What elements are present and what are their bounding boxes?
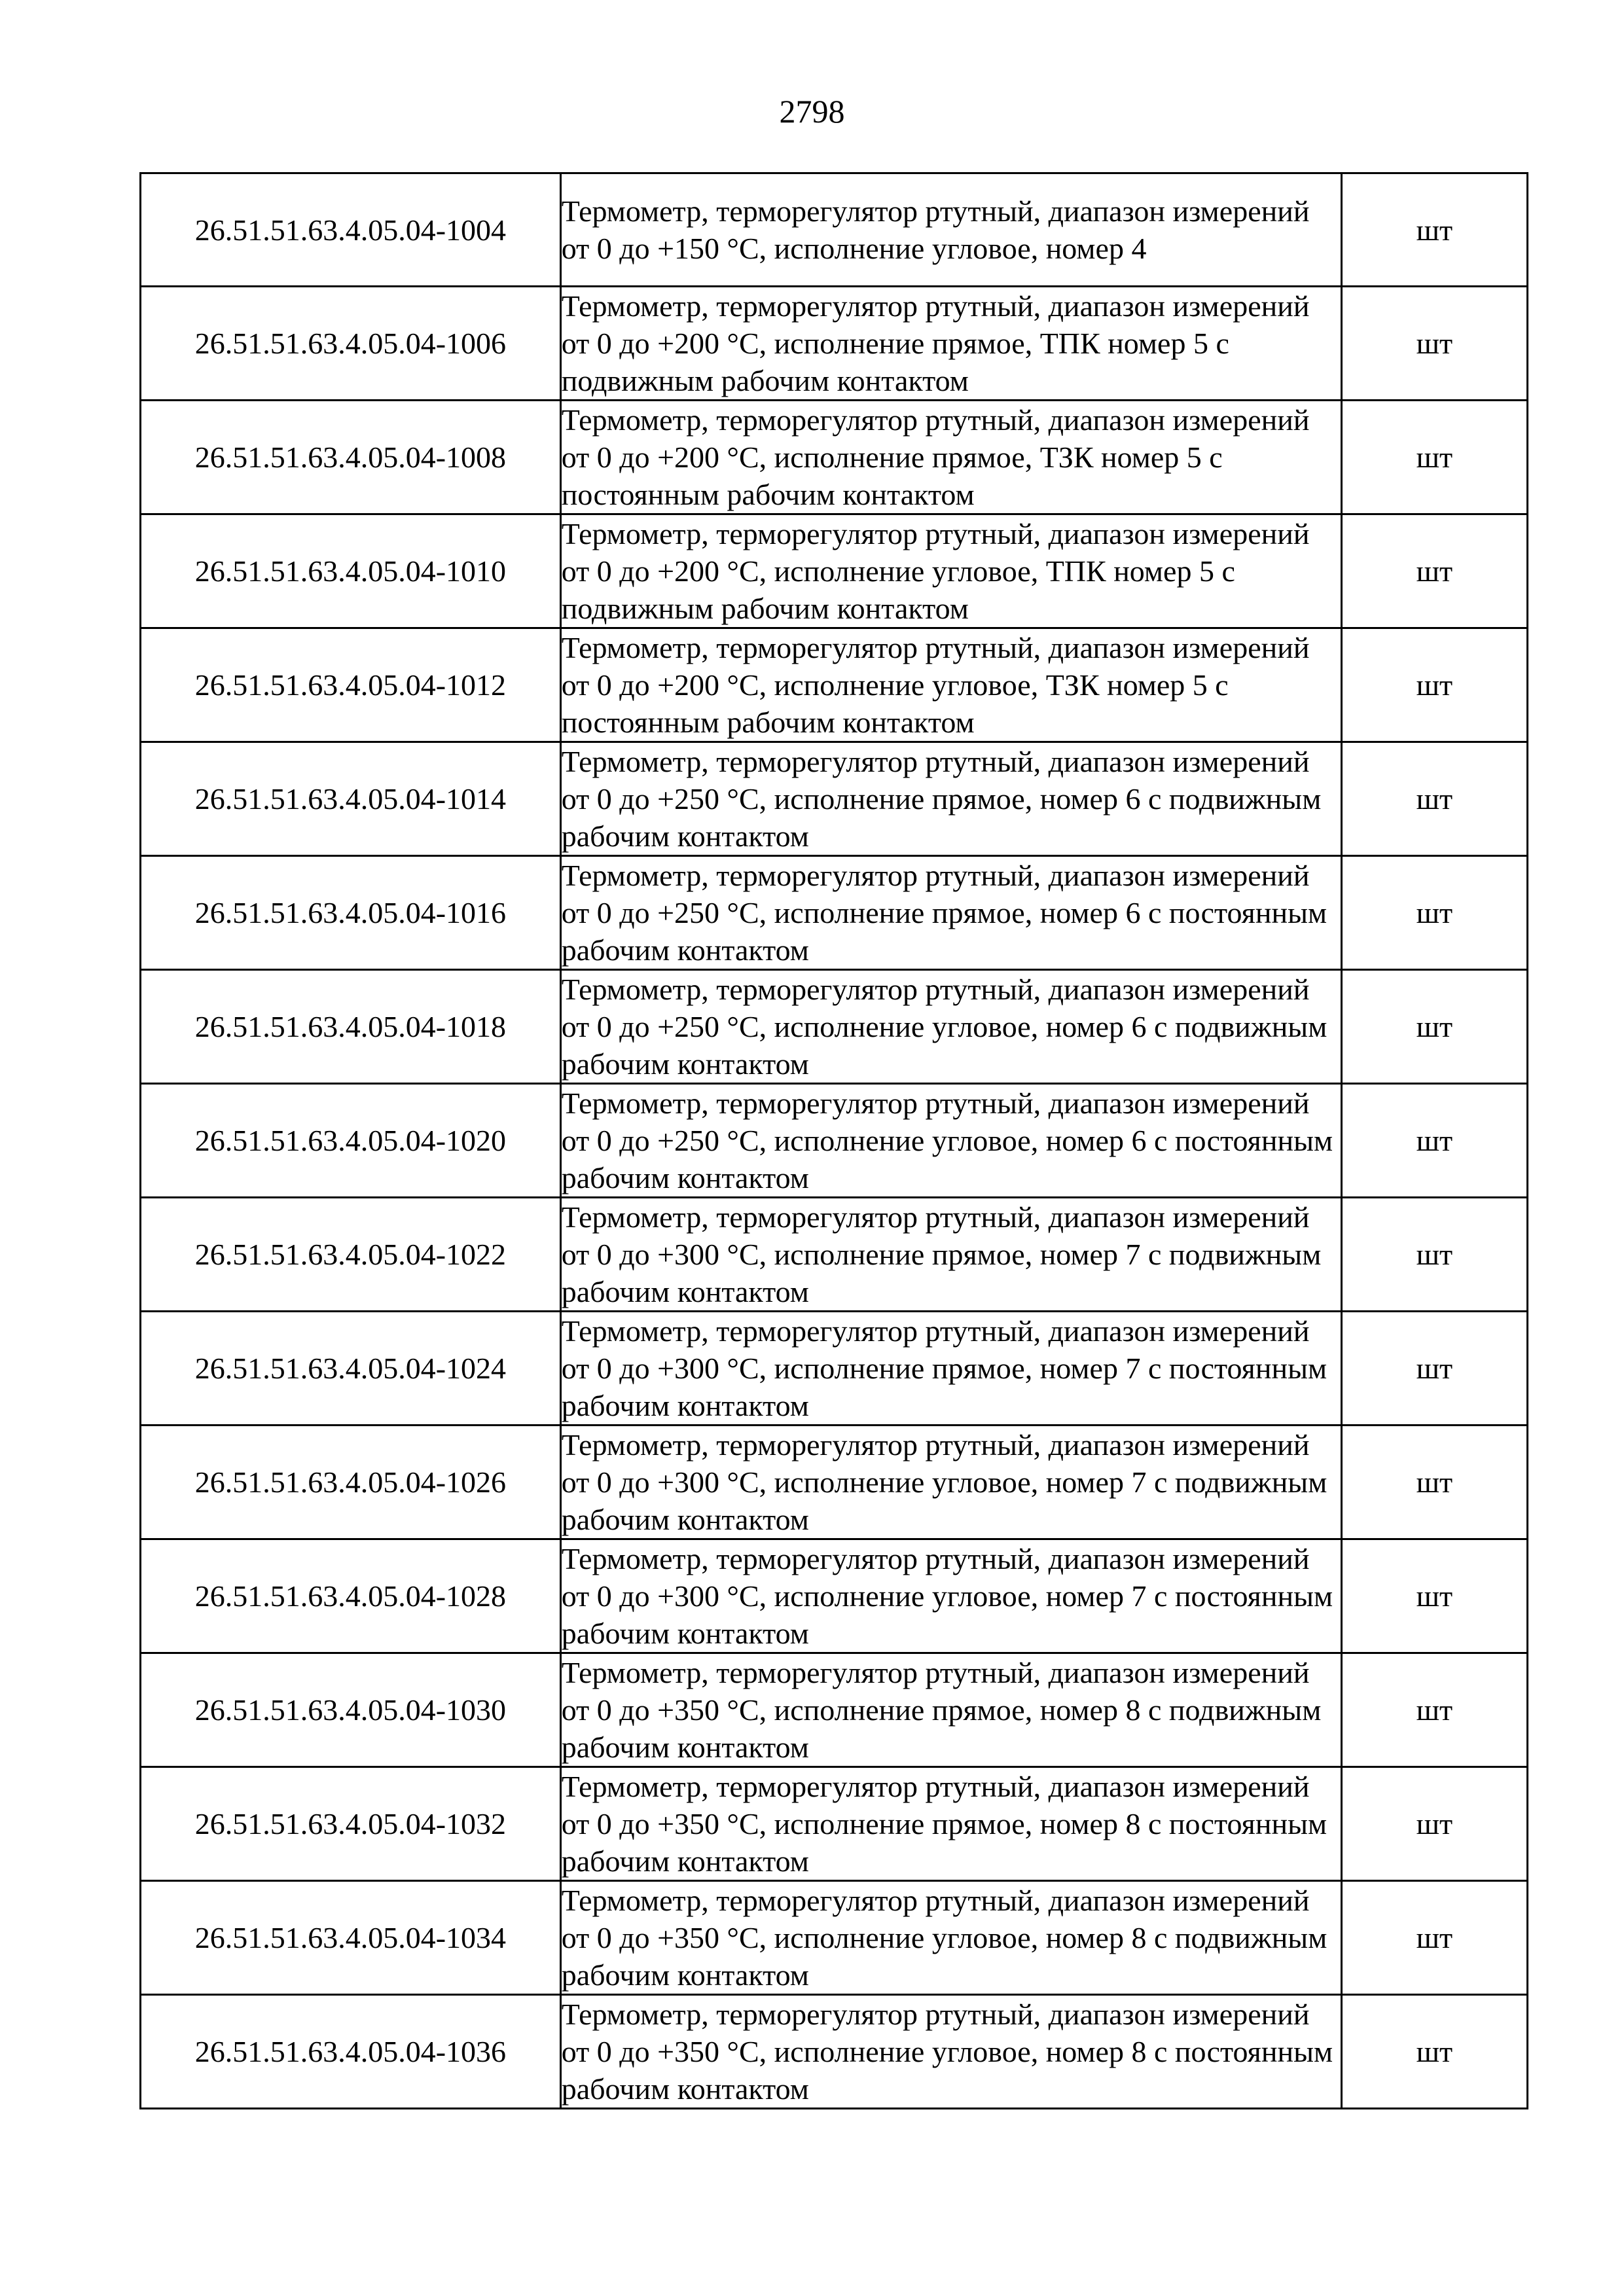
- resource-description: Термометр, терморегулятор ртутный, диапазон измерений от 0 до +350 °С, исполнение прямое, номер 8 с постоянным рабочим контактом: [560, 1767, 1341, 1881]
- resource-code: 26.51.51.63.4.05.04-1030: [141, 1653, 561, 1767]
- resource-code: 26.51.51.63.4.05.04-1010: [141, 514, 561, 628]
- resource-code: 26.51.51.63.4.05.04-1024: [141, 1312, 561, 1426]
- table-row: [141, 742, 1528, 856]
- table-row: [141, 1653, 1528, 1767]
- unit-of-measure: шт: [1341, 401, 1527, 514]
- resource-code: 26.51.51.63.4.05.04-1014: [141, 742, 561, 856]
- unit-of-measure: шт: [1341, 514, 1527, 628]
- table-row: [141, 856, 1528, 970]
- resource-description: Термометр, терморегулятор ртутный, диапазон измерений от 0 до +200 °С, исполнение прямое, ТЗК номер 5 с постоянным рабочим контактом: [560, 401, 1341, 514]
- table-row: [141, 1881, 1528, 1995]
- resource-description: Термометр, терморегулятор ртутный, диапазон измерений от 0 до +150 °С, исполнение угловое, номер 4: [560, 173, 1341, 287]
- table-row: [141, 401, 1528, 514]
- unit-of-measure: шт: [1341, 856, 1527, 970]
- table-row: [141, 1767, 1528, 1881]
- page-number: 2798: [779, 93, 845, 130]
- resource-code: 26.51.51.63.4.05.04-1022: [141, 1198, 561, 1312]
- resource-code: 26.51.51.63.4.05.04-1018: [141, 970, 561, 1084]
- resource-description: Термометр, терморегулятор ртутный, диапазон измерений от 0 до +350 °С, исполнение угловое, номер 8 с подвижным рабочим контактом: [560, 1881, 1341, 1995]
- resource-description: Термометр, терморегулятор ртутный, диапазон измерений от 0 до +300 °С, исполнение прямое, номер 7 с постоянным рабочим контактом: [560, 1312, 1341, 1426]
- resource-code: 26.51.51.63.4.05.04-1034: [141, 1881, 561, 1995]
- table-row: [141, 970, 1528, 1084]
- unit-of-measure: шт: [1341, 1426, 1527, 1539]
- resource-code: 26.51.51.63.4.05.04-1004: [141, 173, 561, 287]
- resource-description: Термометр, терморегулятор ртутный, диапазон измерений от 0 до +250 °С, исполнение угловое, номер 6 с постоянным рабочим контактом: [560, 1084, 1341, 1198]
- resource-description: Термометр, терморегулятор ртутный, диапазон измерений от 0 до +300 °С, исполнение угловое, номер 7 с подвижным рабочим контактом: [560, 1426, 1341, 1539]
- unit-of-measure: шт: [1341, 1653, 1527, 1767]
- resource-description: Термометр, терморегулятор ртутный, диапазон измерений от 0 до +300 °С, исполнение угловое, номер 7 с постоянным рабочим контактом: [560, 1539, 1341, 1653]
- table-row: [141, 173, 1528, 287]
- table-row: [141, 1995, 1528, 2109]
- table-row: [141, 1198, 1528, 1312]
- unit-of-measure: шт: [1341, 628, 1527, 742]
- resource-code: 26.51.51.63.4.05.04-1028: [141, 1539, 561, 1653]
- unit-of-measure: шт: [1341, 173, 1527, 287]
- catalog-table-body: [141, 173, 1528, 2109]
- unit-of-measure: шт: [1341, 970, 1527, 1084]
- table-row: [141, 1312, 1528, 1426]
- resource-code: 26.51.51.63.4.05.04-1006: [141, 287, 561, 401]
- unit-of-measure: шт: [1341, 287, 1527, 401]
- resource-code: 26.51.51.63.4.05.04-1032: [141, 1767, 561, 1881]
- table-row: [141, 1084, 1528, 1198]
- table-row: [141, 514, 1528, 628]
- unit-of-measure: шт: [1341, 1539, 1527, 1653]
- resource-description: Термометр, терморегулятор ртутный, диапазон измерений от 0 до +350 °С, исполнение прямое, номер 8 с подвижным рабочим контактом: [560, 1653, 1341, 1767]
- resource-description: Термометр, терморегулятор ртутный, диапазон измерений от 0 до +250 °С, исполнение угловое, номер 6 с подвижным рабочим контактом: [560, 970, 1341, 1084]
- resource-code: 26.51.51.63.4.05.04-1020: [141, 1084, 561, 1198]
- unit-of-measure: шт: [1341, 1995, 1527, 2109]
- unit-of-measure: шт: [1341, 1767, 1527, 1881]
- unit-of-measure: шт: [1341, 1084, 1527, 1198]
- table-row: [141, 287, 1528, 401]
- unit-of-measure: шт: [1341, 1881, 1527, 1995]
- table-row: [141, 628, 1528, 742]
- table-row: [141, 1426, 1528, 1539]
- resource-code: 26.51.51.63.4.05.04-1036: [141, 1995, 561, 2109]
- resource-description: Термометр, терморегулятор ртутный, диапазон измерений от 0 до +300 °С, исполнение прямое, номер 7 с подвижным рабочим контактом: [560, 1198, 1341, 1312]
- resource-description: Термометр, терморегулятор ртутный, диапазон измерений от 0 до +200 °С, исполнение угловое, ТПК номер 5 с подвижным рабочим контактом: [560, 514, 1341, 628]
- resource-description: Термометр, терморегулятор ртутный, диапазон измерений от 0 до +250 °С, исполнение прямое, номер 6 с постоянным рабочим контактом: [560, 856, 1341, 970]
- resource-code: 26.51.51.63.4.05.04-1012: [141, 628, 561, 742]
- resource-description: Термометр, терморегулятор ртутный, диапазон измерений от 0 до +250 °С, исполнение прямое, номер 6 с подвижным рабочим контактом: [560, 742, 1341, 856]
- unit-of-measure: шт: [1341, 1198, 1527, 1312]
- unit-of-measure: шт: [1341, 1312, 1527, 1426]
- unit-of-measure: шт: [1341, 742, 1527, 856]
- resource-description: Термометр, терморегулятор ртутный, диапазон измерений от 0 до +200 °С, исполнение прямое, ТПК номер 5 с подвижным рабочим контактом: [560, 287, 1341, 401]
- resource-description: Термометр, терморегулятор ртутный, диапазон измерений от 0 до +200 °С, исполнение угловое, ТЗК номер 5 с постоянным рабочим контактом: [560, 628, 1341, 742]
- resource-code: 26.51.51.63.4.05.04-1008: [141, 401, 561, 514]
- resource-description: Термометр, терморегулятор ртутный, диапазон измерений от 0 до +350 °С, исполнение угловое, номер 8 с постоянным рабочим контактом: [560, 1995, 1341, 2109]
- catalog-table: [139, 172, 1528, 2109]
- table-row: [141, 1539, 1528, 1653]
- resource-code: 26.51.51.63.4.05.04-1026: [141, 1426, 561, 1539]
- resource-code: 26.51.51.63.4.05.04-1016: [141, 856, 561, 970]
